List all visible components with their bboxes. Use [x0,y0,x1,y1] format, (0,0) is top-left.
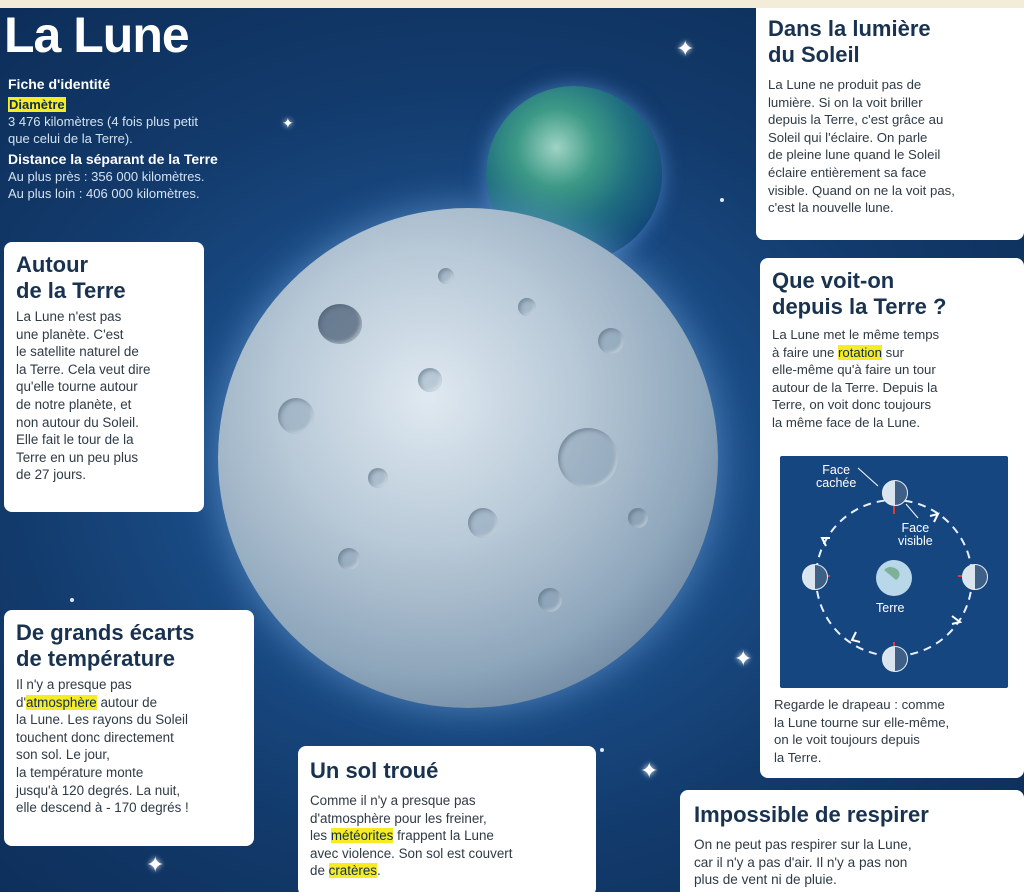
lumiere-text [768,76,1024,217]
orbit-diagram [780,456,1008,688]
distance-label: Distance la séparant de la Terre [8,151,218,167]
text-line: la Lune. Les rayons du Soleil [16,712,188,728]
ecarts-card [4,610,254,846]
text-line: plus de vent ni de pluie. [694,872,837,888]
distance-far: Au plus loin : 406 000 kilomètres. [8,186,200,201]
diameter-label: Diamètre [9,97,65,112]
identity-card [8,76,218,202]
text-line: qu'elle tourne autour [16,379,138,395]
text-line: la Terre. [774,749,822,765]
moon-phase-bottom [882,646,908,672]
text-line: elle-même qu'à faire un tour [772,362,936,378]
text-line: son sol. Le jour, [16,747,110,763]
star-icon: ✦ [734,646,753,671]
lumiere-card [756,8,1024,240]
text-line: lumière. Si on la voit briller [768,94,923,110]
text-line: La Lune n'est pas [16,309,122,324]
moon-phase-left [802,564,828,590]
autour-title-2: de la Terre [16,278,126,303]
voit-title-2: depuis la Terre ? [772,294,947,319]
text-line: Face [901,521,930,535]
text-line: autour de la Terre. Depuis la [772,379,938,395]
text-line: visible. Quand on ne la voit pas, [768,182,955,198]
text-line: le satellite naturel de [16,344,139,360]
ecarts-text [16,676,254,817]
crater [558,428,618,488]
sol-text [310,792,596,880]
star-dot [70,598,74,602]
text-line: sur [881,344,904,360]
crater [418,368,442,392]
diameter-text: 3 476 kilomètres (4 fois plus petit [8,114,199,129]
moon-illustration [218,208,718,708]
voit-title-1: Que voit-on [772,268,895,293]
text-line: la température monte [16,764,144,780]
text-line: visible [898,534,933,548]
autour-title-1: Autour [16,252,89,277]
respirer-card [680,790,1024,892]
text-line: jusqu'à 120 degrés. La nuit, [16,782,181,798]
distance-near: Au plus près : 356 000 kilomètres. [8,169,205,184]
highlight-atmosphere: atmosphère [26,694,97,710]
text-line: les [310,828,331,844]
text-line: d'atmosphère pour les freiner, [310,810,487,826]
crater [278,398,314,434]
text-line: la Terre. Cela veut dire [16,361,151,377]
text-line: . [377,863,381,879]
label-terre: Terre [876,601,905,615]
star-dot [600,748,604,752]
text-line: c'est la nouvelle lune. [768,200,894,216]
text-line: de pleine lune quand le Soleil [768,147,941,163]
text-line: de [310,863,329,879]
page-title: La Lune [4,8,189,63]
highlight-meteorites: météorites [330,828,394,844]
moon-phase-top [882,480,908,506]
text-line: elle descend à - 170 degrés ! [16,800,189,816]
crater [338,548,360,570]
text-line: la Lune tourne sur elle-même, [774,714,950,730]
text-line: Terre, on voit donc toujours [772,397,932,413]
star-icon: ✦ [282,115,294,131]
text-line: non autour du Soleil. [16,414,139,430]
text-line: éclaire entièrement sa face [768,164,927,180]
diameter-text: que celui de la Terre). [8,131,133,146]
text-line: à faire une [772,344,838,360]
respirer-title: Impossible de respirer [694,802,929,827]
text-line: Il n'y a presque pas [16,677,132,692]
crater [598,328,624,354]
text-line: Soleil qui l'éclaire. On parle [768,129,928,145]
text-line: on le voit toujours depuis [774,732,920,748]
text-line: Comme il n'y a presque pas [310,793,476,808]
voit-text [772,326,1024,432]
respirer-text [694,836,1024,889]
sol-card [298,746,596,892]
text-line: cachée [816,476,857,490]
star-icon: ✦ [640,758,659,783]
voit-caption [774,696,949,766]
lumiere-title-2: du Soleil [768,42,860,67]
poster [0,8,1024,892]
highlight-crateres: cratères [328,863,377,879]
sol-title: Un sol troué [310,758,439,783]
identity-heading: Fiche d'identité [8,76,111,92]
label-face-cachee [816,464,856,490]
text-line: touchent donc directement [16,729,174,745]
text-line: de 27 jours. [16,467,86,483]
label-face-visible [898,522,933,548]
text-line: d' [16,694,27,710]
text-line: de notre planète, et [16,396,132,412]
star-icon: ✦ [146,852,165,877]
star-icon: ✦ [676,36,695,61]
crater [438,268,454,284]
highlight-rotation: rotation [837,344,882,360]
text-line: autour de [96,694,158,710]
text-line: Terre en un peu plus [16,449,139,465]
crater [468,508,498,538]
text-line: Regarde le drapeau : comme [774,697,945,712]
text-line: depuis la Terre, c'est grâce au [768,112,944,128]
crater [628,508,648,528]
text-line: une planète. C'est [16,326,124,342]
moon-phase-right [962,564,988,590]
crater [368,468,388,488]
text-line: frappent la Lune [393,828,494,844]
ecarts-title-1: De grands écarts [16,620,195,645]
text-line: Face [822,463,851,477]
lumiere-title-1: Dans la lumière [768,16,931,41]
text-line: La Lune met le même temps [772,327,940,342]
text-line: On ne peut pas respirer sur la Lune, [694,837,912,852]
crater [518,298,536,316]
text-line: Elle fait le tour de la [16,432,134,448]
star-dot [720,198,724,202]
text-line: car il n'y a pas d'air. Il n'y a pas non [694,854,908,870]
crater [318,304,362,344]
crater [538,588,562,612]
text-line: la même face de la Lune. [772,414,921,430]
autour-card [4,242,204,512]
text-line: La Lune ne produit pas de [768,77,922,92]
ecarts-title-2: de température [16,646,175,671]
text-line: avec violence. Son sol est couvert [310,845,513,861]
autour-text [16,308,204,484]
